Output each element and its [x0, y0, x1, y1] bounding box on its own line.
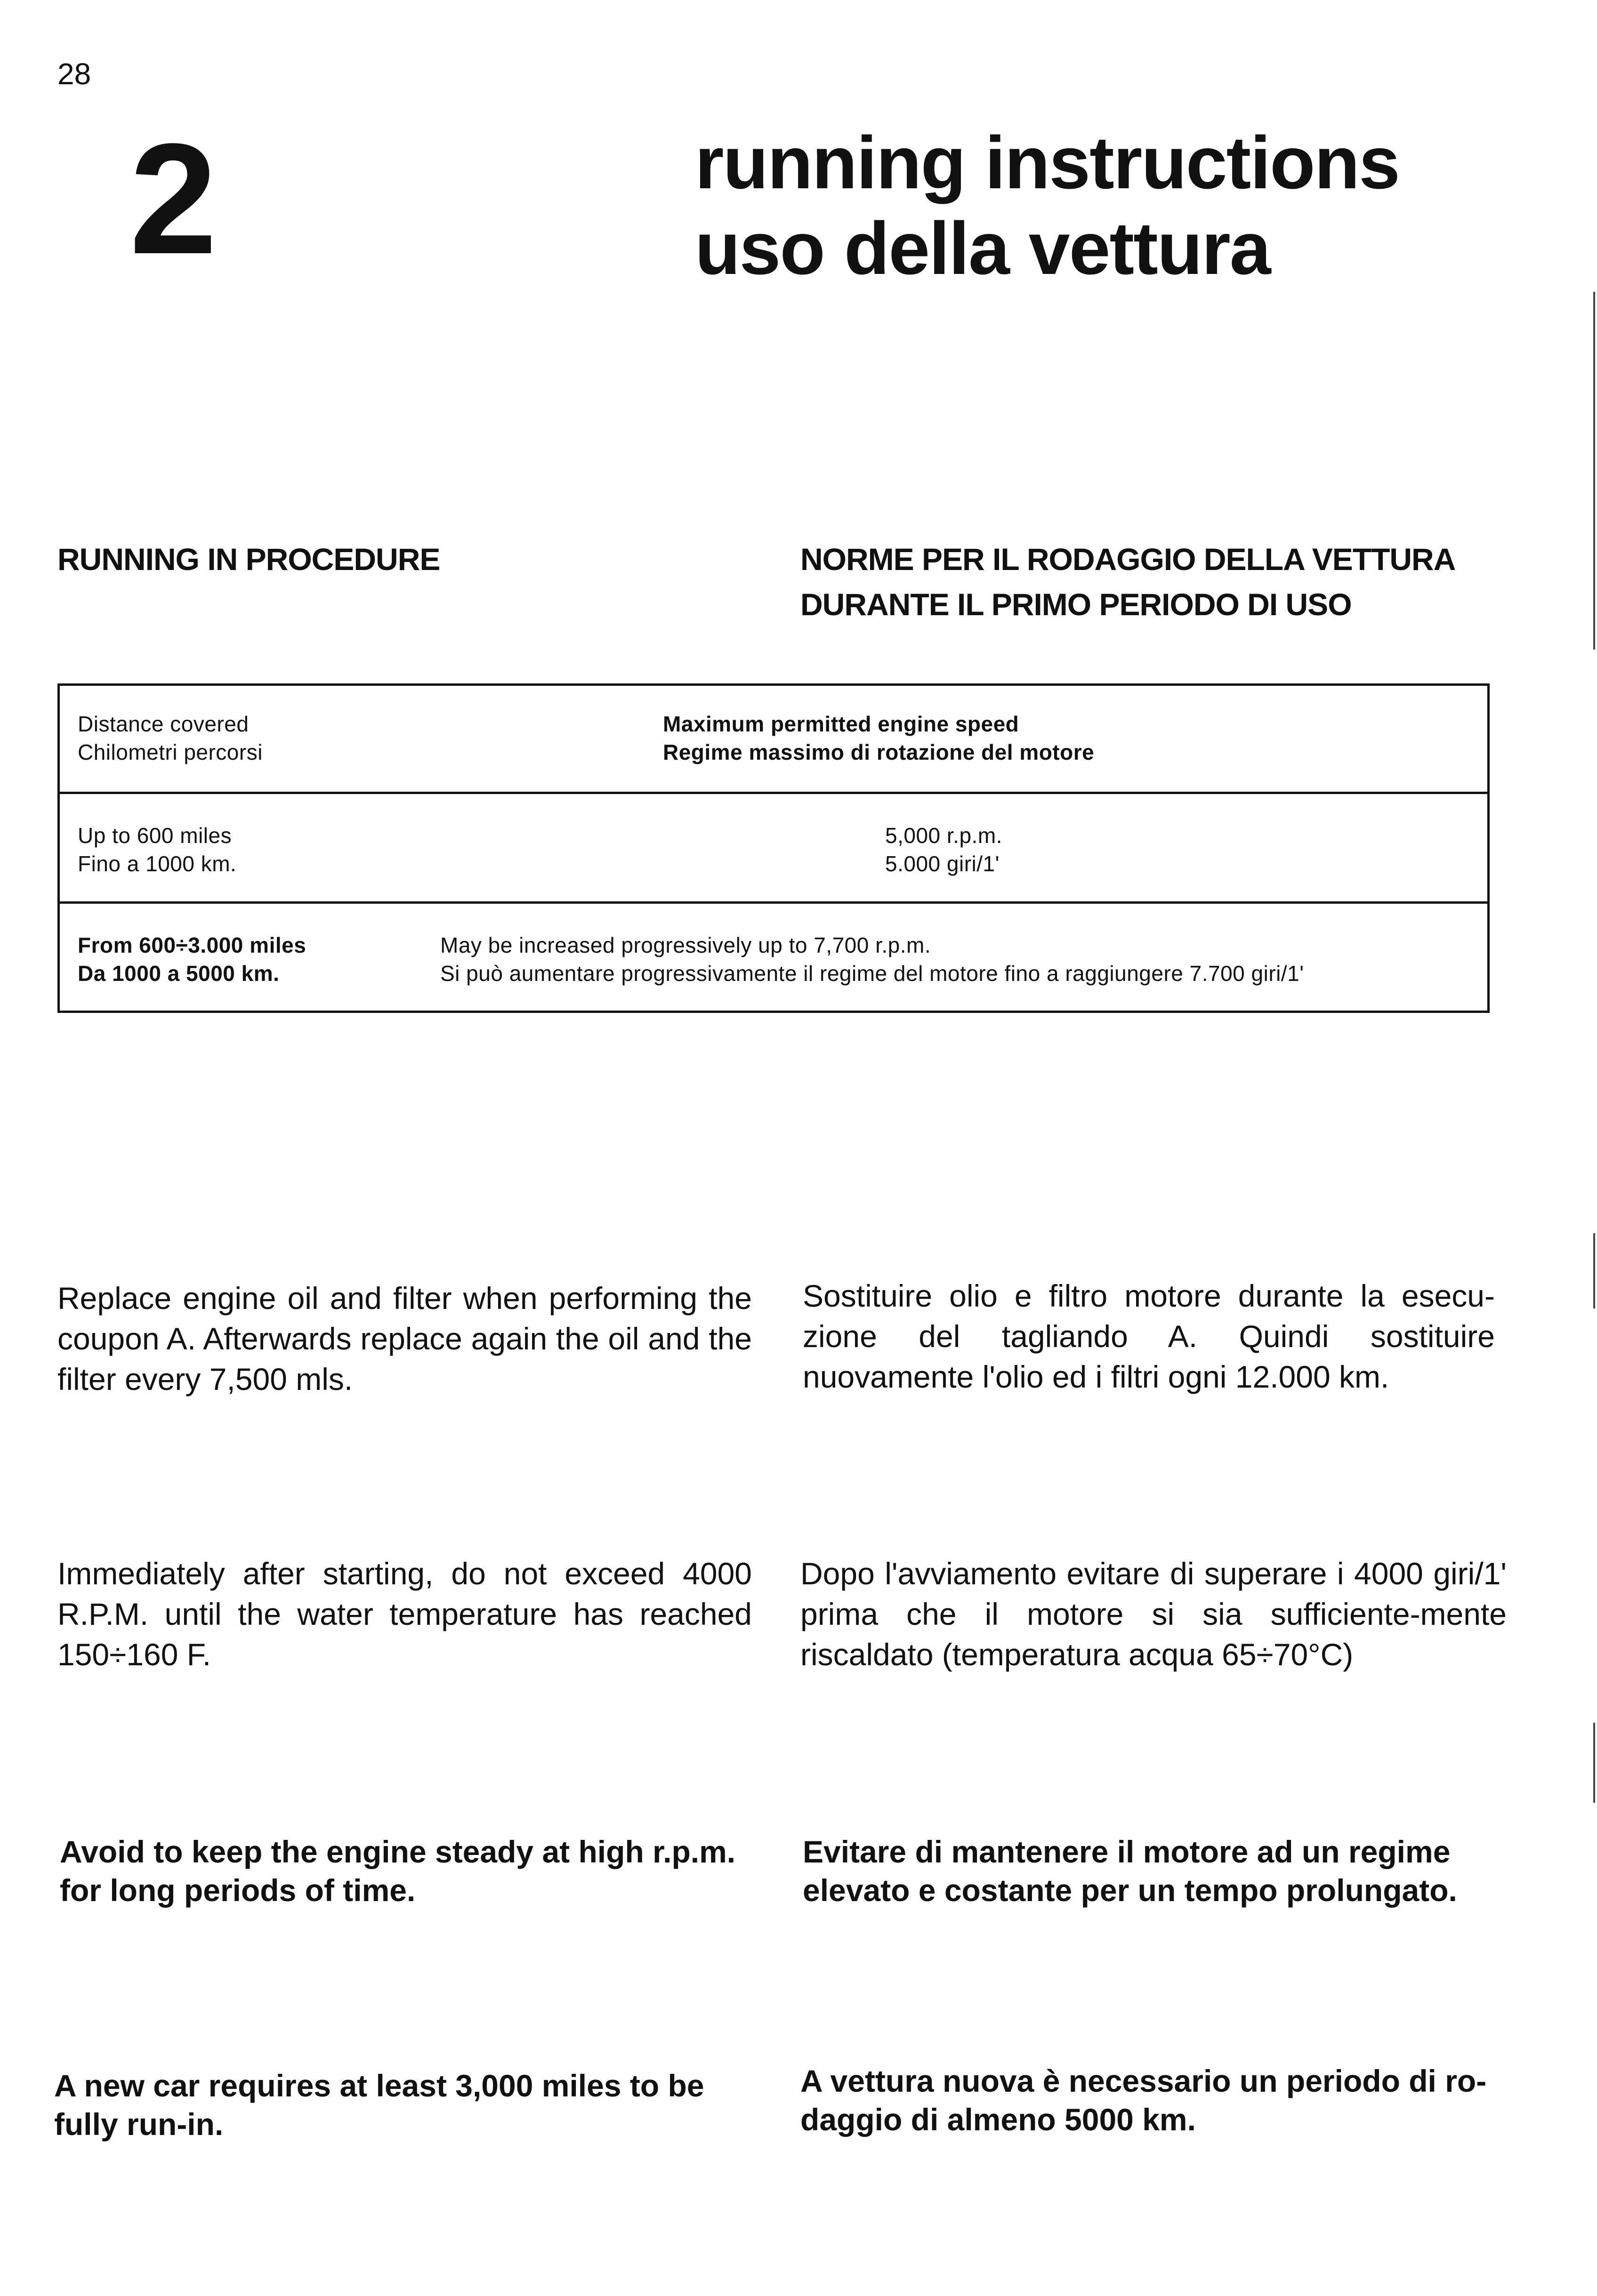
- paragraph-runin-it: A vettura nuova è necessario un periodo di ro-daggio di almeno 5000 km.: [800, 2063, 1487, 2137]
- paragraph-runin-en: A new car requires at least 3,000 miles to be fully run-in.: [54, 2068, 704, 2142]
- paragraph-oil-en: Replace engine oil and filter when performing the coupon A. Afterwards replace again the oil and the filter every 7,500 mls.: [57, 1281, 752, 1397]
- page-edge-mark: [1593, 1723, 1595, 1803]
- table-row-1-distance-it: Fino a 1000 km.: [78, 851, 237, 876]
- table-row-1-distance-en: Up to 600 miles: [78, 823, 232, 848]
- page-number: 28: [57, 57, 91, 91]
- table-header-distance-en: Distance covered: [78, 712, 249, 736]
- table-divider-header: [57, 792, 1490, 794]
- table-header-speed-it: Regime massimo di rotazione del motore: [663, 740, 1095, 764]
- table-row-1-speed: [885, 821, 1002, 878]
- paragraph-rpm-it: Evitare di mantenere il motore ad un regime elevato e costante per un tempo prolungato.: [803, 1834, 1457, 1908]
- chapter-title: [695, 120, 1399, 291]
- table-header-distance-it: Chilometri percorsi: [78, 740, 263, 764]
- table-header-distance: [78, 710, 263, 766]
- paragraph-rpm-en: Avoid to keep the engine steady at high r.p.m. for long periods of time.: [60, 1834, 736, 1908]
- section-heading-it-line1: NORME PER IL RODAGGIO DELLA VETTURA: [800, 542, 1456, 577]
- chapter-number: 2: [129, 111, 214, 287]
- table-divider-row: [57, 901, 1490, 904]
- table-header-speed-en: Maximum permitted engine speed: [663, 712, 1019, 736]
- table-row-1-distance: [78, 821, 236, 878]
- table-row-2-speed: [440, 931, 1304, 987]
- table-row-2-distance-en: From 600÷3.000 miles: [78, 933, 306, 957]
- table-header-speed: [663, 710, 1094, 766]
- section-heading-it: [800, 537, 1455, 627]
- table-row-2-distance: [78, 931, 306, 987]
- paragraph-oil-it: Sostituire olio e filtro motore durante la esecu-zione del tagliando A. Quindi sostituire nuovamente l'olio ed i filtri ogni 12.000 km.: [803, 1278, 1495, 1394]
- table-row-1-speed-it: 5.000 giri/1': [885, 851, 1000, 876]
- paragraph-start-it: Dopo l'avviamento evitare di superare i 4000 giri/1' prima che il motore si sia sufficiente-mente riscaldato (temperatura acqua 65÷70°C): [800, 1556, 1507, 1672]
- table-row-2-speed-it: Si può aumentare progressivamente il regime del motore fino a raggiungere 7.700 giri/1': [440, 961, 1304, 986]
- section-heading-it-line2: DURANTE IL PRIMO PERIODO DI USO: [800, 587, 1352, 622]
- table-row-1-speed-en: 5,000 r.p.m.: [885, 823, 1002, 848]
- section-heading-en: RUNNING IN PROCEDURE: [57, 542, 440, 577]
- chapter-title-en: running instructions: [695, 121, 1400, 204]
- paragraph-start-en: Immediately after starting, do not exceed 4000 R.P.M. until the water temperature has reached 150÷160 F.: [57, 1556, 752, 1672]
- table-row-2-distance-it: Da 1000 a 5000 km.: [78, 961, 280, 986]
- table-row-2-speed-en: May be increased progressively up to 7,700 r.p.m.: [440, 933, 931, 957]
- page-edge-mark: [1593, 1233, 1595, 1309]
- page-edge-mark: [1593, 292, 1595, 650]
- chapter-title-it: uso della vettura: [695, 207, 1270, 290]
